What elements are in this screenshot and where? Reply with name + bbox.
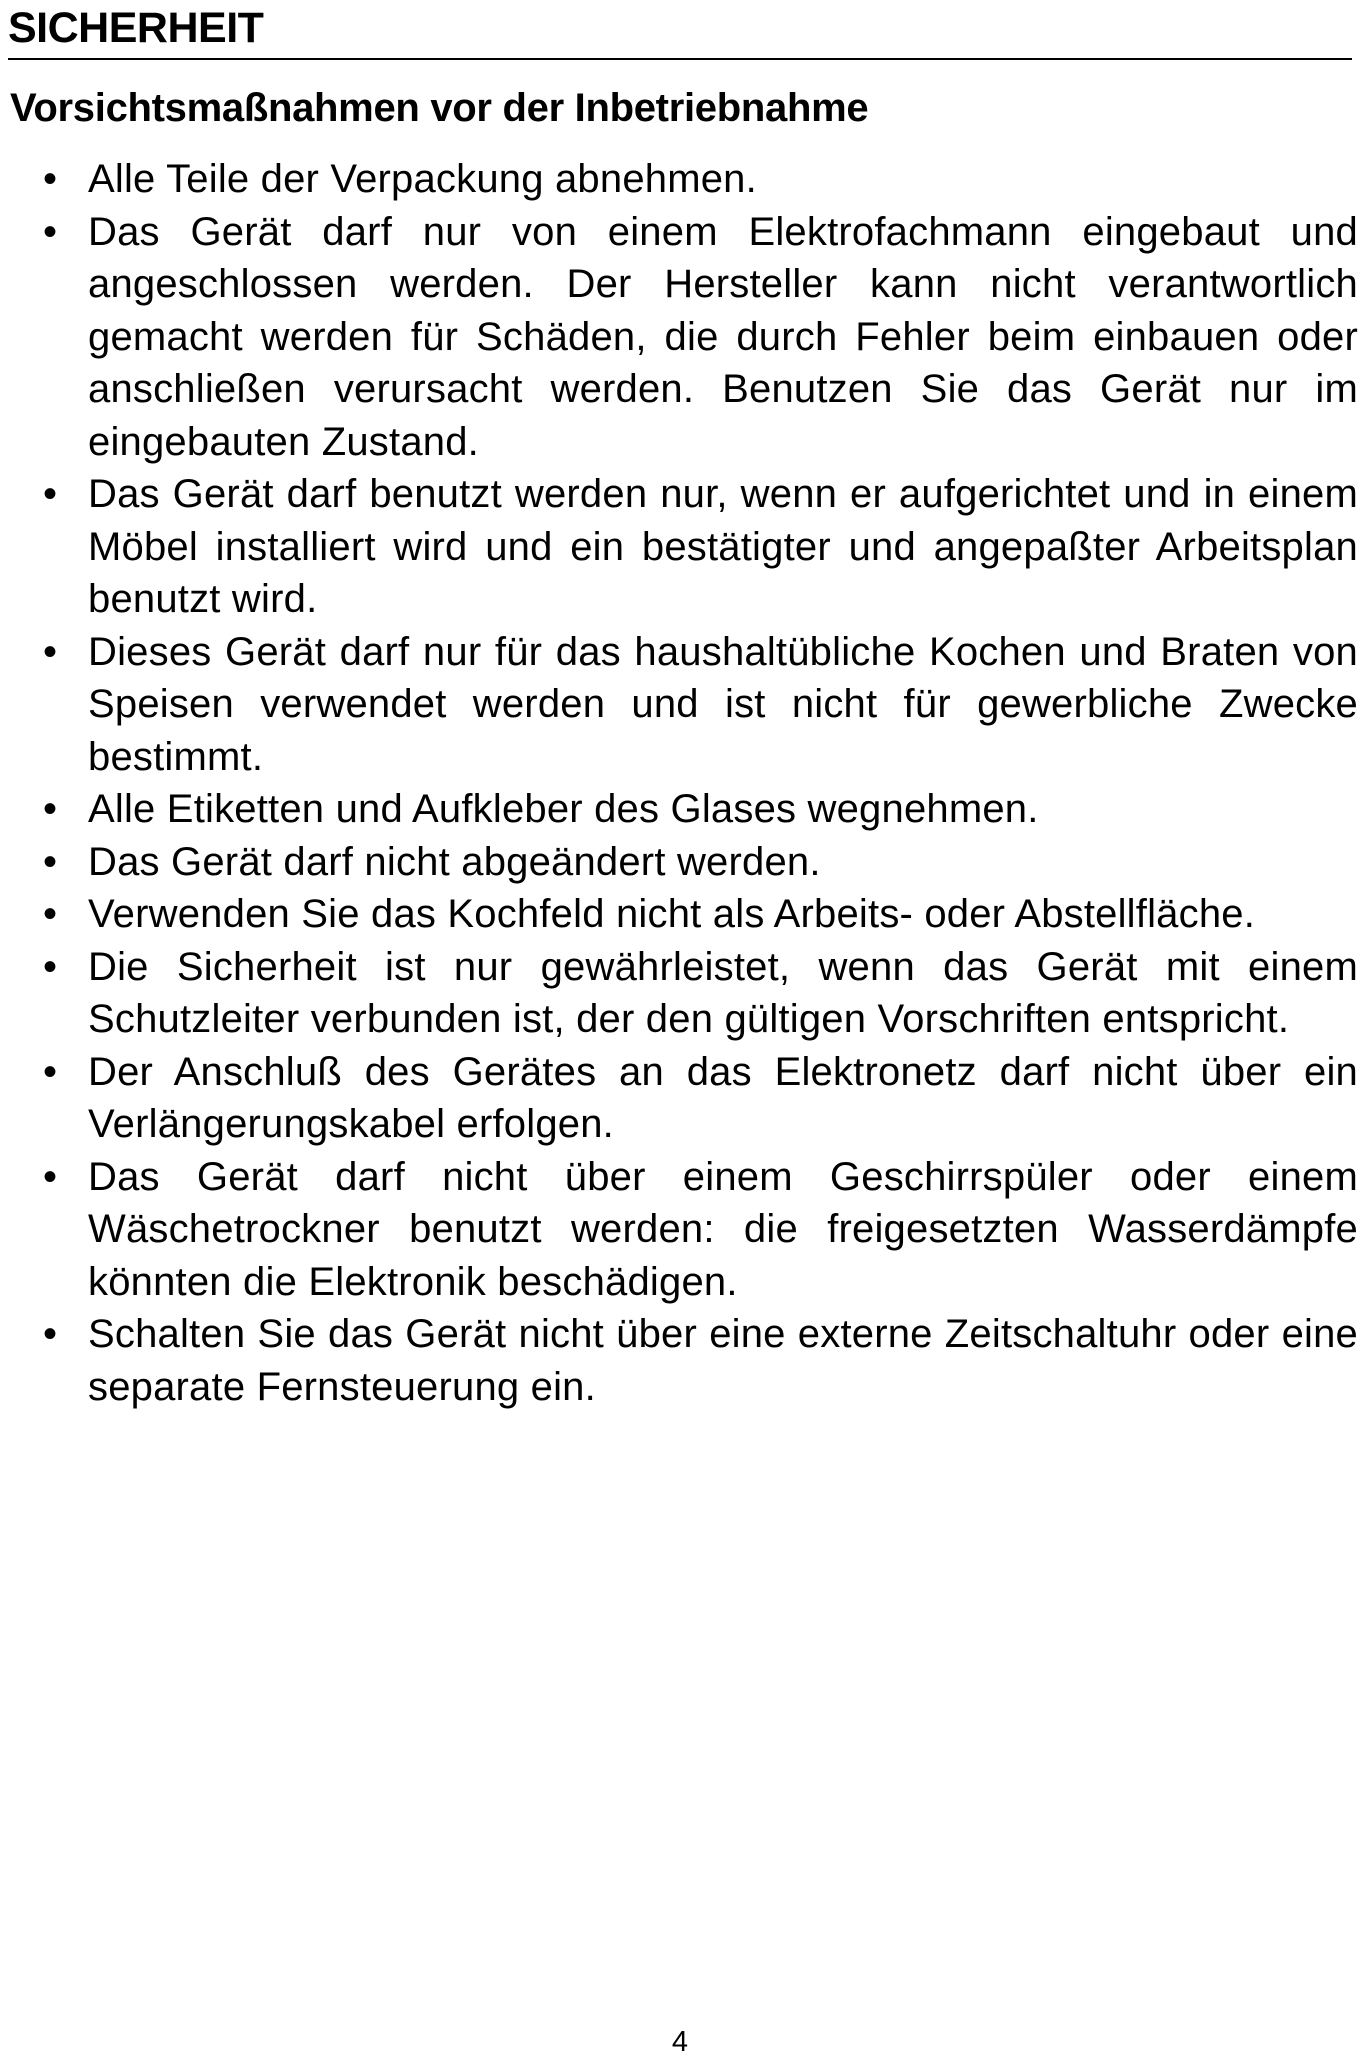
list-item	[0, 888, 1360, 941]
list-item-text: Schalten Sie das Gerät nicht über eine externe Zeitschaltuhr oder eine separate Fernsteuerung ein.	[88, 1312, 1358, 1409]
subheading: Vorsichtsmaßnahmen vor der Inbetriebnahme	[10, 86, 869, 130]
list-item-text: Die Sicherheit ist nur gewährleistet, wenn das Gerät mit einem Schutzleiter verbunden ist, der den gültigen Vorschriften entspricht.	[88, 944, 1358, 1041]
list-item-text: Der Anschluß des Gerätes an das Elektronetz darf nicht über ein Verlängerungskabel erfolgen.	[88, 1049, 1358, 1146]
bullet-icon: •	[43, 892, 58, 936]
list-item-text: Alle Etiketten und Aufkleber des Glases wegnehmen.	[88, 787, 1039, 831]
bullet-icon: •	[43, 839, 58, 884]
list-item-text: Das Gerät darf nicht abgeändert werden.	[88, 839, 821, 884]
list-item	[0, 836, 1360, 889]
list-item-text: Das Gerät darf nur von einem Elektrofachmann eingebaut und angeschlossen werden. Der Hersteller kann nicht verantwortlich gemacht werden für Schäden, die durch Fehler beim einbauen oder anschließen verursacht werden. Benutzen Sie das Gerät nur im eingebauten Zustand.	[88, 209, 1358, 464]
bullet-icon: •	[43, 1049, 58, 1094]
list-item-text: Verwenden Sie das Kochfeld nicht als Arbeits- oder Abstellfläche.	[88, 892, 1256, 936]
list-item	[0, 783, 1360, 836]
bullet-icon: •	[43, 787, 58, 831]
list-item-text: Das Gerät darf nicht über einem Geschirrspüler oder einem Wäschetrockner benutzt werden: die freigesetzten Wasserdämpfe könnten die Elektronik beschädigen.	[88, 1154, 1358, 1304]
list-item	[0, 206, 1360, 469]
list-item-text: Das Gerät darf benutzt werden nur, wenn er aufgerichtet und in einem Möbel installiert wird und ein bestätigter und angepaßter Arbeitsplan benutzt wird.	[88, 472, 1358, 621]
section-divider	[8, 58, 1352, 60]
list-item-text: Alle Teile der Verpackung abnehmen.	[88, 157, 757, 201]
list-item	[0, 1151, 1360, 1309]
bullet-icon: •	[43, 472, 58, 516]
bullet-icon: •	[43, 944, 58, 989]
list-item	[0, 626, 1360, 784]
section-title: SICHERHEIT	[8, 4, 264, 52]
bullet-icon: •	[43, 209, 58, 254]
bullet-icon: •	[43, 157, 58, 201]
list-item	[0, 1046, 1360, 1151]
list-item	[0, 468, 1360, 626]
bullet-icon: •	[43, 629, 58, 674]
list-item	[0, 1308, 1360, 1413]
safety-list	[0, 153, 1360, 1413]
page-number: 4	[671, 2026, 689, 2058]
list-item-text: Dieses Gerät darf nur für das haushaltübliche Kochen und Braten von Speisen verwendet werden und ist nicht für gewerbliche Zwecke bestimmt.	[88, 629, 1358, 779]
bullet-icon: •	[43, 1312, 58, 1356]
list-item	[0, 941, 1360, 1046]
list-item	[0, 153, 1360, 206]
bullet-icon: •	[43, 1154, 58, 1199]
